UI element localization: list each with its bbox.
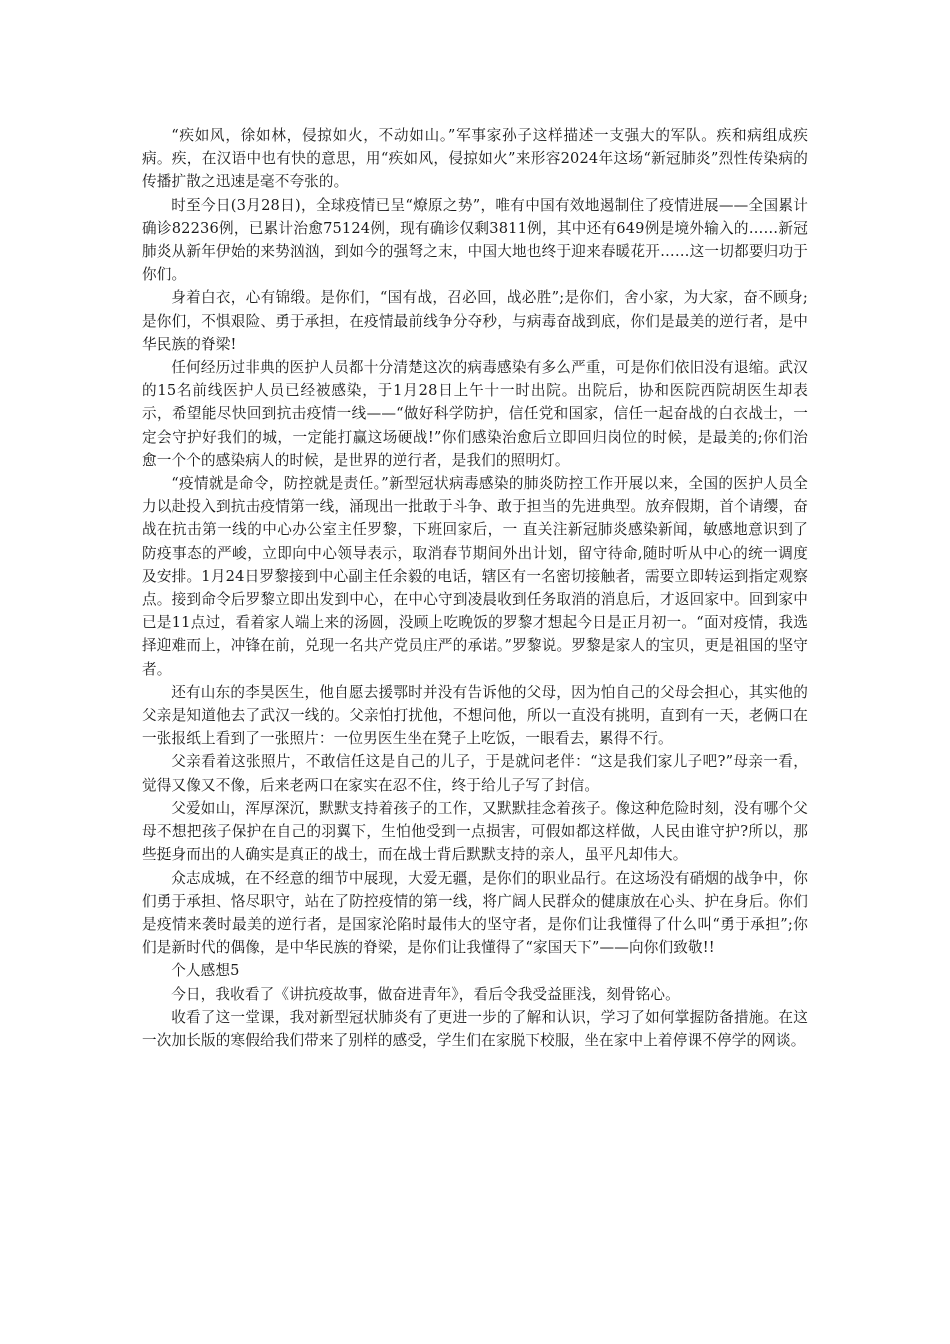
paragraph-li-hao: 还有山东的李昊医生，他自愿去援鄂时并没有告诉他的父母，因为怕自己的父母会担心，其实他的父亲是知道他去了武汉一线的。父亲怕打扰他，不想问他，所以一直没有挑明，直到有一天，老俩口在一张报纸上看到了一张照片：一位男医生坐在凳子上吃饭，一眼看去，累得不行。 [142, 683, 808, 748]
section-heading: 个人感想5 [171, 962, 240, 980]
paragraph-white-coats: 身着白衣，心有锦缎。是你们，“国有战，召必回，战必胜”;是你们，舍小家，为大家，奋不顾身;是你们，不惧艰险、勇于承担，在疫情最前线争分夺秒，与病毒奋战到底，你们是最美的逆行者，是中华民族的脊梁! [142, 289, 808, 353]
paragraph-watched-class: 今日，我收看了《讲抗疫故事，做奋进青年》，看后令我受益匪浅，刻骨铭心。 [171, 985, 680, 1003]
paragraph-intro: “疾如风，徐如林，侵掠如火，不动如山。”军事家孙子这样描述一支强大的军队。疾和病组成疾病。疾，在汉语中也有快的意思，用“疾如风，侵掠如火”来形容2024年这场“新冠肺炎”烈性传染病的传播扩散之迅速是毫不夸张的。 [142, 127, 808, 191]
paragraph-luo-li: “疫情就是命令，防控就是责任。”新型冠状病毒感染的肺炎防控工作开展以来，全国的医护人员全力以赴投入到抗击疫情第一线，涌现出一批敢于斗争、敢于担当的先进典型。放弃假期，首个请缨，奋战在抗击第一线的中心办公室主任罗黎，下班回家后，一 直关注新冠肺炎感染新闻，敏感地意识到了防疫事态的严峻，立即向中心领导表示，取消春节期间外出计划，留守待命,随时听从中心的统一调度及安排。1月24日罗黎接到中心副主任余毅的电话，辖区有一名密切接触者，需要立即转运到指定观察点。接到命令后罗黎立即出发到中心，在中心守到凌晨收到任务取消的消息后，才返回家中。回到家中已是11点过，看着家人端上来的汤圆，没顾上吃晚饭的罗黎才想起今日是正月初一。“面对疫情，我选择迎难而上，冲锋在前，兑现一名共产党员庄严的承诺。”罗黎说。罗黎是家人的宝贝，更是祖国的坚守者。 [142, 475, 808, 678]
paragraph-wuhan-medics: 任何经历过非典的医护人员都十分清楚这次的病毒感染有多么严重，可是你们依旧没有退缩。武汉的15名前线医护人员已经被感染，于1月28日上午十一时出院。出院后，协和医院西院胡医生却表示，希望能尽快回到抗击疫情一线——“做好科学防护，信任党和国家，信任一起奋战的白衣战士，一定会守护好我们的城，一定能打赢这场硬战!”你们感染治愈后立即回归岗位的时候，是最美的;你们治愈一个个的感染病人的时候，是世界的逆行者，是我们的照明灯。 [142, 359, 808, 469]
paragraph-father-photo: 父亲看着这张照片，不敢信任这是自己的儿子，于是就问老伴：“这是我们家儿子吧?”母亲一看，觉得又像又不像，后来老两口在家实在忍不住，终于给儿子写了封信。 [142, 753, 808, 794]
paragraph-fatherly-love: 父爱如山，浑厚深沉，默默支持着孩子的工作，又默默挂念着孩子。像这种危险时刻，没有哪个父母不想把孩子保护在自己的羽翼下，生怕他受到一点损害，可假如都这样做，人民由谁守护?所以，那些挺身而出的人确实是真正的战士，而在战士背后默默支持的亲人，虽平凡却伟大。 [142, 799, 808, 864]
paragraph-tribute: 众志成城，在不经意的细节中展现，大爱无疆，是你们的职业品行。在这场没有硝烟的战争中，你们勇于承担、恪尽职守，站在了防控疫情的第一线，将广阔人民群众的健康放在心头、护在身后。你们是疫情来袭时最美的逆行者，是国家沦陷时最伟大的坚守者，是你们让我懂得了什么叫“勇于承担”;你们是新时代的偶像，是中华民族的脊梁，是你们让我懂得了“家国天下”——向你们致敬!! [142, 869, 808, 957]
paragraph-statistics: 时至今日(3月28日)，全球疫情已呈“燎原之势”，唯有中国有效地遏制住了疫情进展——全国累计确诊82236例，已累计治愈75124例，现有确诊仅剩3811例，其中还有649例是境外输入的……新冠肺炎从新年伊始的来势汹汹，到如今的强弩之末，中国大地也终于迎来春暖花开……这一切都要归功于你们。 [142, 196, 808, 284]
document-body [142, 124, 808, 1052]
paragraph-reflection: 收看了这一堂课，我对新型冠状肺炎有了更进一步的了解和认识，学习了如何掌握防备措施。在这一次加长版的寒假给我们带来了别样的感受，学生们在家脱下校服，坐在家中上着停课不停学的网谈。 [142, 1008, 808, 1049]
